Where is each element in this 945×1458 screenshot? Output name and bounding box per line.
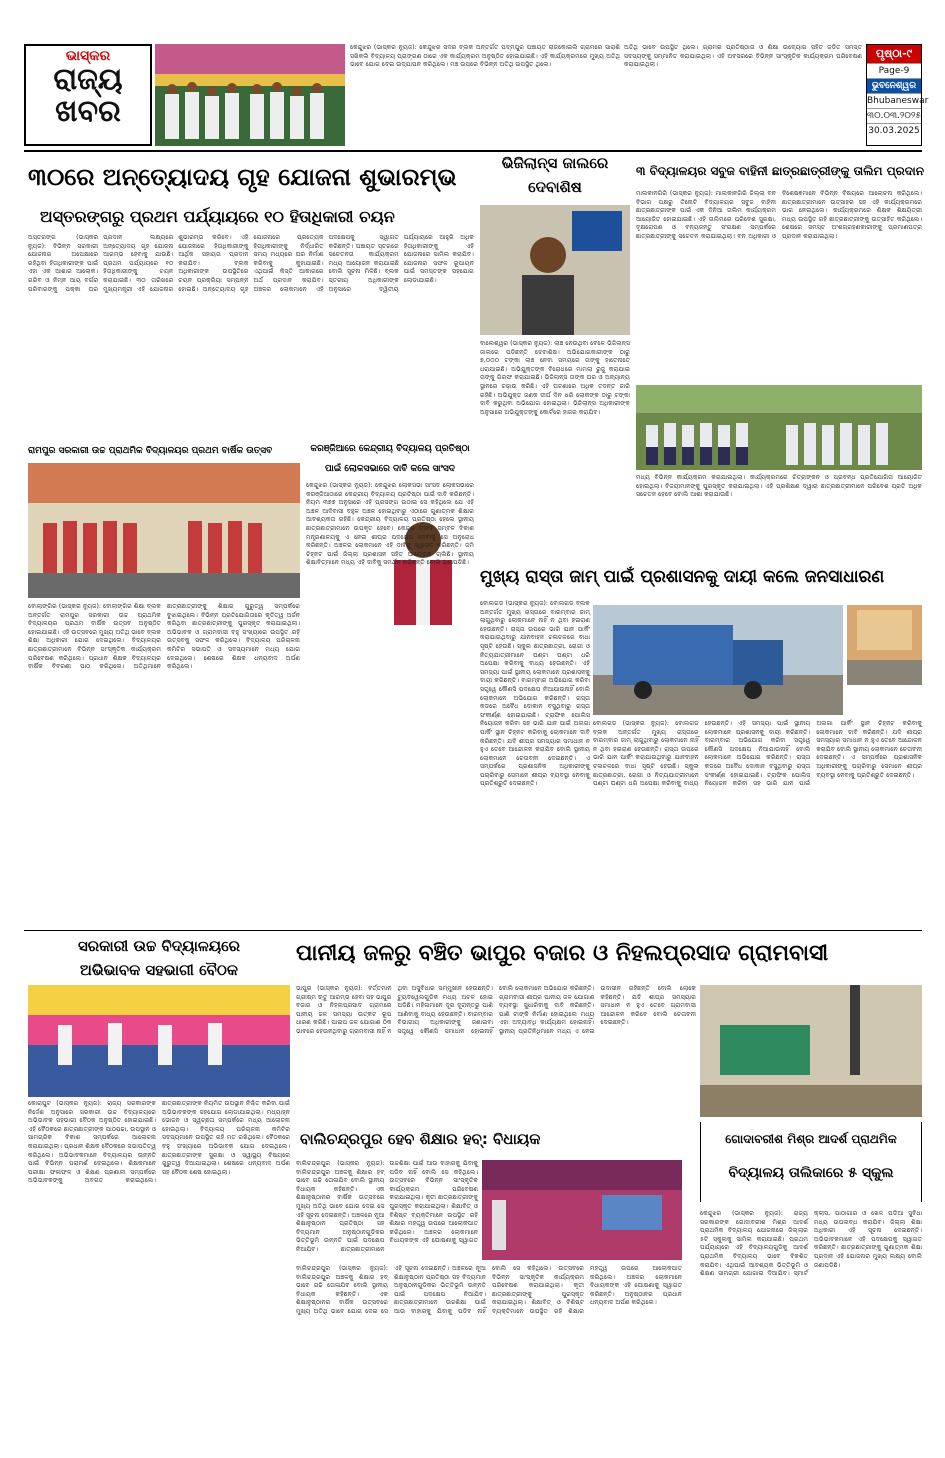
vigilance-photo [480,205,630,335]
parent-meeting-headline-1: ସରକାରୀ ଉଚ୍ଚ ବିଦ୍ୟାଳୟରେ [78,937,240,955]
antyodaya-subheadline: ଅସ୍ତରଙ୍ଗରୁ ପ୍ରଥମ ପର୍ଯ୍ୟାୟରେ ୧୦ ହିତାଧିକାରୀ ଚୟନ [40,207,395,226]
road-jam-body-cont-text: ବୋଲଗଡ (ଭାସ୍କର ନ୍ୟୁଜ): ବୋଲଗଡ ବ୍ଲକ ଅନ୍ତର୍ଗତ ମୁଖ୍ୟ ରାସ୍ତାରେ ବାରମ୍ବାର ଜାମ୍ ଲାଗୁଥିବାରୁ ଲୋକମାନେ ନାହିଁ ନ ଥିବା ହଇରାଣ ହେଉଛନ୍ତି। ରାସ୍ତା ଉପରେ ଭାରି ଯାନ ପାର୍କିଂ କରାଯାଉଥିବାରୁ ଯାନବାହନ ଚଳାଚଳରେ ବାଧା ସୃଷ୍ଟି ହେଉଛି। ସ୍କୁଲ ଛାତ୍ରଛାତ୍ରୀ, ରୋଗୀ ଓ ନିତ୍ୟଯାତ୍ରୀମାନେ ଘଣ୍ଟା ଘଣ୍ଟା ଧରି ଅପେକ୍ଷା କରିବାକୁ ବାଧ୍ୟ ହେଉଛନ୍ତି। ଏହି ସମସ୍ୟା ପାଇଁ ସ୍ଥାନୀୟ ଲୋକମାନେ ପ୍ରଶାସନକୁ ଦାୟୀ କରିଛନ୍ତି। ବାରମ୍ବାର ଅଭିଯୋଗ କରିବା ସତ୍ତ୍ୱେ କୌଣସି ପଦକ୍ଷେପ ନିଆଯାଉନାହିଁ ବୋଲି ଲୋକମାନେ ଅଭିଯୋଗ କରିଛନ୍ତି। ରାସ୍ତା କଡରେ ଅବୈଧ ଦୋକାନ ବସୁଥିବାରୁ ରାସ୍ତା ସଂକୀର୍ଣ୍ଣ ହୋଇଯାଇଛି। ଟ୍ରାଫିକ ପୋଲିସ ନିୟୋଜନ କରିବା ସହ ଭାରି ଯାନ ପାଇଁ ଅଲଗା ପାର୍କିଂ ସ୍ଥାନ ଚିହ୍ନଟ କରିବାକୁ ଲୋକମାନେ ଦାବି କରିଛନ୍ତି। ଯଦି ଶୀଘ୍ର ସମସ୍ୟାର ସମାଧାନ ନ ହୁଏ ତେବେ ଆନ୍ଦୋଳନ କରାଯିବ ବୋଲି ସ୍ଥାନୀୟ ଲୋକମାନେ ଚେତାବନୀ ଦେଇଛନ୍ତି। ଏ ସମ୍ପର୍କରେ ପ୍ରଶାସନିକ ଅଧିକାରୀଙ୍କୁ ପଚାରିବାରୁ ସେମାନେ ଶୀଘ୍ର ବ୍ୟବସ୍ଥା ନେବାକୁ ପ୍ରତିଶ୍ରୁତି ଦେଇଛନ୍ତି। [593,720,922,788]
date-en: 30.03.2025 [868,126,920,136]
sabuja-body-2 [636,474,922,514]
road-jam-photo-1-svg [593,605,843,715]
karanjia-headline-1: କରଞ୍ଜିଆରେ କେନ୍ଦ୍ରୀୟ ବିଦ୍ୟାଳୟ ପ୍ରତିଷ୍ଠା [310,444,470,454]
balichandrapur-body-text: ବାଲିଚନ୍ଦ୍ରପୁର (ଭାସ୍କର ନ୍ୟୁଜ): ବାଲିଚନ୍ଦ୍ରପୁର ଅଞ୍ଚଳକୁ ଶିକ୍ଷାର ହବ୍ ଭାବେ ଗଢି ତୋଳାଯିବ ବୋଲି ସ୍ଥାନୀୟ ବିଧାୟକ କହିଛନ୍ତି। ଏକ ଶିକ୍ଷାନୁଷ୍ଠାନର ବାର୍ଷିକ ଉତ୍ସବରେ ମୁଖ୍ୟ ଅତିଥି ଭାବେ ଯୋଗ ଦେଇ ସେ ଏହି ସୂଚନା ଦେଇଛନ୍ତି। ଅଞ୍ଚଳରେ ନୂଆ ଶିକ୍ଷାନୁଷ୍ଠାନ ପ୍ରତିଷ୍ଠା ସହ ବିଦ୍ୟମାନ ଅନୁଷ୍ଠାନଗୁଡିକର ଭିତ୍ତିଭୂମି ଉନ୍ନତି ପାଇଁ ପଦକ୍ଷେପ ନିଆଯିବ। ଛାତ୍ରଛାତ୍ରୀମାନେ ଉଚ୍ଚଶିକ୍ଷା ପାଇଁ ଆଉ ବାହାରକୁ ଯିବାକୁ ପଡିବ ନାହିଁ ବୋଲି ସେ କହିଥିଲେ। ଉତ୍ସବରେ ବିଭିନ୍ନ ସାଂସ୍କୃତିକ କାର୍ଯ୍ୟକ୍ରମ ପରିବେଷଣ କରାଯାଇଥିଲା। କୃତୀ ଛାତ୍ରଛାତ୍ରୀଙ୍କୁ ପୁରସ୍କୃତ କରାଯାଇଥିଲା। ଶିକ୍ଷାବିତ୍ ଓ ବିଶିଷ୍ଟ ବ୍ୟକ୍ତିମାନେ ଉପସ୍ଥିତ ରହି ଶିକ୍ଷାର ମହତ୍ତ୍ୱ ଉପରେ ଆଲୋକପାତ କରିଥିଲେ। ଅଞ୍ଚଳର ଲୋକମାନେ ବିଧାୟକଙ୍କ ଏହି ଘୋଷଣାକୁ ସ୍ୱାଗତ [296,1160,478,1253]
road-jam-body [480,600,590,927]
karanjia-headline-2: ପାଇଁ ଲୋକସଭାରେ ଦାବି କଲେ ସାଂସଦ [325,464,455,474]
karanjia-body-text: କେନ୍ଦୁଝର (ଭାସ୍କର ନ୍ୟୁଜ): କେନ୍ଦୁଝର ଲୋକସଭା ସାଂସଦ ଲୋକସଭାରେ କରଞ୍ଜିଆଠାରେ କେନ୍ଦ୍ରୀୟ ବିଦ୍ୟାଳୟ ପ୍ରତିଷ୍ଠା ପାଇଁ ଦାବି କରିଛନ୍ତି। ନିୟମ ୩୭୭ ଅନୁସାରେ ଏହି ପ୍ରସଙ୍ଗ ଉଠାଇ ସେ କହିଥିଲେ ଯେ ଏହି ଅଞ୍ଚଳ ଆଦିବାସୀ ବହୁଳ ଅଞ୍ଚଳ ହୋଇଥିବାରୁ ଏଠାରେ ଗୁଣାତ୍ମକ ଶିକ୍ଷାର ଆବଶ୍ୟକତା ରହିଛି। କେନ୍ଦ୍ରୀୟ ବିଦ୍ୟାଳୟ ପ୍ରତିଷ୍ଠା ହେଲେ ସ୍ଥାନୀୟ ଛାତ୍ରଛାତ୍ରୀମାନେ ଉପକୃତ ହେବେ। କେନ୍ଦ୍ର ମାନବ ସମ୍ବଳ ବିକାଶ ମନ୍ତ୍ରଣାଳୟକୁ ଏ ନେଇ ଶୀଘ୍ର ପଦକ୍ଷେପ ନେବାକୁ ସେ ଅନୁରୋଧ କରିଛନ୍ତି। ଅଞ୍ଚଳର ଲୋକମାନେ ଏହି ଦାବିକୁ ସ୍ୱାଗତ କରିଛନ୍ତି। ଜମି ଚିହ୍ନଟ ପାଇଁ ଜିଲ୍ଲା ପ୍ରଶାସନ ସହିତ ଆଲୋଚନା ଚାଲିଛି। ସ୍ଥାନୀୟ ଶିକ୍ଷାବିତ୍‌ମାନେ ମଧ୍ୟ ଏହି ଦାବିକୁ ସମର୍ଥନ କରିଛନ୍ତି ବୋଲି ଜଣାପଡିଛି। [306,482,474,567]
page-info-box [866,44,929,146]
antyodaya-body [28,234,474,434]
parent-meeting-body [28,1100,290,1420]
godabarish-body [700,1210,922,1420]
top-strip-paragraph-2: ଅତିଥି ଭାବେ ଉପସ୍ଥିତ ଥିଲେ। ଗ୍ରାମର ପ୍ରତିଷ୍ଠାତା ଓ ଶିକ୍ଷା ଉଦ୍ୟୋଗ ସହିତ ଜଡିତ ସମସ୍ତ ସଦସ୍ୟଙ୍କୁ ସମ୍ମାନିତ କରାଯାଇଥିଲା। ଏହି ଅବସରରେ ବିଭିନ୍ନ ସାଂସ୍କୃତିକ କାର୍ଯ୍ୟକ୍ରମ ପରିବେଷଣ କରାଯାଇଥିଲା। [624,44,862,69]
rampur-body [28,603,300,928]
balichandrapur-photo [482,1160,682,1260]
antyodaya-body-text: ଅସ୍ତରଙ୍ଗ (ଭାସ୍କର ନ୍ୟୁଜ): ବିଭିନ୍ନ ସରକାରୀ ଯୋଜନାର ଅପେକ୍ଷାରେ ରହିଥିବା ହିତାଧିକାରୀଙ୍କ ପାଇଁ ଏହା ଏକ ଆଶାର ଆଲୋକ। ଗରିବ ଓ ନିମ୍ନ ଆୟ ବର୍ଗର ପରିବାରଙ୍କୁ ପକ୍କା ଘର ପ୍ରଦାନ ଲକ୍ଷ୍ୟରେ ଅନ୍ତ୍ୟୋଦୟ ଗୃହ ଯୋଜନା ଆରମ୍ଭ ହେବାକୁ ଯାଉଛି। ପ୍ରଥମ ପର୍ଯ୍ୟାୟରେ ୧୦ ହିତାଧିକାରୀଙ୍କୁ ଚୟନ କରାଯାଇଛି। ୩୦ ତାରିଖରେ ମୁଖ୍ୟମନ୍ତ୍ରୀ ଏହି ଯୋଜନାର ଶୁଭାରମ୍ଭ କରିବେ। ଏହି ଯୋଜନାରେ ହିତାଧିକାରୀଙ୍କୁ ଆର୍ଥିକ ସହାୟତା ପ୍ରଦାନ କରାଯିବ। ବ୍ଲକ ଅଧିକାରୀଙ୍କ ଉପସ୍ଥିତିରେ ଚୟନ ପ୍ରକ୍ରିୟା ସମ୍ପନ୍ନ ହୋଇଛି। ଅନ୍ତ୍ୟୋଦୟ ଗୃହ ଯୋଜନାରେ ପ୍ରତ୍ୟେକ ହିତାଧିକାରୀଙ୍କୁ ନିର୍ଦ୍ଧାରିତ ସମୟ ମଧ୍ୟରେ ଘର ନିର୍ମାଣ କରିବାକୁ କୁହାଯାଇଛି। ଏଥିପାଇଁ କିସ୍ତି ଆକାରରେ ଅର୍ଥ ପ୍ରଦାନ କରାଯିବ। ଅଞ୍ଚଳର ଲୋକମାନେ ଏହି ପଦକ୍ଷେପକୁ ସ୍ୱାଗତ କରିଛନ୍ତି। ପଞ୍ଚାୟତ ସ୍ତରରେ ସଚେତନତା କାର୍ଯ୍ୟକ୍ରମ ମଧ୍ୟ ଆୟୋଜନ କରାଯାଇଛି ବୋଲି ସୂଚନା ମିଳିଛି। ବ୍ଲକ ସ୍ତରୀୟ ଅଧିକାରୀଙ୍କ ଅନୁସାରେ ଦ୍ୱିତୀୟ ପର୍ଯ୍ୟାୟରେ ଆହୁରି ଅଧିକ ହିତାଧିକାରୀଙ୍କୁ ଏହି ଯୋଜନାରେ ସାମିଲ କରାଯିବ। ଯୋଜନାର ସଫଳ ରୂପାୟନ ପାଇଁ ସମସ୍ତଙ୍କ ସହଯୋଗ ଲୋଡାଯାଇଛି। [28,234,474,293]
parent-meeting-headline-2: ଅଭିଭାବକ ସହଭାଗୀ ବୈଠକ [79,961,238,979]
sabuja-headline: ୩ ବିଦ୍ୟାଳୟର ସବୁଜ ବାହିନୀ ଛାତ୍ରଛାତ୍ରୀଙ୍କୁ ତାଲିମ ପ୍ରଦାନ [636,164,925,178]
road-jam-headline: ମୁଖ୍ୟ ରାସ୍ତା ଜାମ୍ ପାଇଁ ପ୍ରଶାସନକୁ ଦାୟୀ କଲେ ଜନସାଧାରଣ [480,567,885,587]
road-jam-body-cont [593,720,922,927]
water-body-text: ଭାପୁର (ଭାସ୍କର ନ୍ୟୁଜ): ବର୍ତ୍ତମାନ ଗ୍ରୀଷ୍ମ ଋତୁ ଆରମ୍ଭ ହେବା ସହ ଭାପୁର ବଜାର ଓ ନିହଲପ୍ରସାଦ ଗ୍ରାମରେ ପାନୀୟ ଜଳ ସମସ୍ୟା ଉତ୍କଟ ରୂପ ଧାରଣ କରିଛି। ପାଇପ ଜଳ ଯୋଗାଣ ଠିକ ଭାବରେ ହେଉନଥିବାରୁ ଗ୍ରାମବାସୀ ନାହିଁ ନ ଥିବା ଅସୁବିଧାର ସମ୍ମୁଖୀନ ହେଉଛନ୍ତି। ଟ୍ୟୁବୱେଲଗୁଡିକ ମଧ୍ୟ ଅଚଳ ହୋଇ ପଡିଛି। ମହିଳାମାନେ ଦୂର ଦୂରାନ୍ତରୁ ପାଣି ଆଣିବାକୁ ବାଧ୍ୟ ହେଉଛନ୍ତି। ବାରମ୍ବାର ବିଭାଗୀୟ ଅଧିକାରୀଙ୍କୁ ଜଣାଇବା ସତ୍ତ୍ୱେ କୌଣସି ସମାଧାନ ହୋଇନାହିଁ ବୋଲି ଲୋକମାନେ ଅଭିଯୋଗ କରିଛନ୍ତି। ଗ୍ରାମବାସୀ ଶୀଘ୍ର ପାନୀୟ ଜଳ ଯୋଗାଣ ବ୍ୟବସ୍ଥା ସୁଧାରିବାକୁ ଦାବି କରିଛନ୍ତି। ପାଣି ଟାଙ୍କି ନିର୍ମାଣ ହୋଇଥିଲେ ମଧ୍ୟ ଏହା ଅଦ୍ୟାବଧି କାର୍ଯ୍ୟକ୍ଷମ ହୋଇନାହିଁ। ସ୍ଥାନୀୟ ପ୍ରତିନିଧିମାନେ ମଧ୍ୟ ଏ ନେଇ ଉଦାସୀନ ରହିଛନ୍ତି ବୋଲି ଲୋକେ କହିଛନ୍ତି। ଯଦି ଶୀଘ୍ର ସମସ୍ୟାର ସମାଧାନ ନ ହୁଏ ତେବେ ଗ୍ରାମବାସୀ ଆନ୍ଦୋଳନ କରିବେ ବୋଲି ଚେତାବନୀ ଦେଇଛନ୍ତି। [296,985,696,1035]
road-jam-photo-2-svg [847,605,922,685]
top-event-photo-svg [155,44,345,146]
water-tap-photo-svg [700,985,922,1117]
vigilance-headline-1: ଭିଜିଲାନ୍ସ ଜାଲରେ [501,154,609,172]
vigilance-headline-2: ଦେବାଶିଷ [528,178,582,196]
road-jam-photo-2 [847,605,922,685]
top-strip-paragraph-1: କେନ୍ଦୁଝର (ଭାସ୍କର ନ୍ୟୁଜ): କେନ୍ଦୁଝର ସଦର ବ୍ଲକ ଅନ୍ତର୍ଗତ ପଦ୍ମପୁର ପଞ୍ଚାୟତ ରାଜକୋଇଲି ଗ୍ରାମରେ ସାରାଶି ସଖିକଲି ବିଦ୍ୟାଳୟ ପ୍ରାଙ୍ଗଣ ଠାରେ ଏକ କାର୍ଯ୍ୟକ୍ରମ ଅନୁଷ୍ଠିତ ହୋଇଯାଇଛି। ଏହି କାର୍ଯ୍ୟକ୍ରମରେ ମୁଖ୍ୟ ଅତିଥି ଭାବେ ଯୋଗ ଦେଇ ଉଦ୍‌ଯାପନ କରିଥିଲେ। ମଞ୍ଚ ଉପରେ ବିଭିନ୍ନ ଅତିଥି ଉପସ୍ଥିତ ଥିଲେ। [350,44,620,69]
balichandrapur-photo-svg [482,1160,682,1260]
vigilance-photo-svg [480,205,630,335]
road-jam-photo-1 [593,605,843,715]
antyodaya-headline: ୩୦ରେ ଅନ୍ତ୍ୟୋଦୟ ଗୃହ ଯୋଜନା ଶୁଭାରମ୍ଭ [28,163,457,191]
masthead [24,44,152,146]
sabuja-body-2-text: ମଧ୍ୟ ବିଭିନ୍ନ କାର୍ଯ୍ୟକ୍ରମ କରାଯାଇଥିଲା। କାର୍ଯ୍ୟକ୍ରମରେ ଚିତ୍ରାଙ୍କନ ଓ ପ୍ରବନ୍ଧ ପ୍ରତିଯୋଗିତା ଆୟୋଜିତ ହୋଇଥିଲା। ବିଜୟୀମାନଙ୍କୁ ପୁରସ୍କୃତ କରାଯାଇଥିଲା। ଏହି ପ୍ରଶିକ୍ଷଣ ଦ୍ୱାରା ଛାତ୍ରଛାତ୍ରୀମାନେ ପରିବେଶ ପ୍ରତି ଅଧିକ ସଚେତନ ହେବେ ବୋଲି ଆଶା କରାଯାଉଛି। [636,474,922,499]
balichandrapur-headline: ବାଲିଚନ୍ଦ୍ରପୁର ହେବ ଶିକ୍ଷାର ହବ୍: ବିଧାୟକ [300,1130,541,1148]
section-title: ରାଜ୍ୟ ଖବର [53,62,123,129]
balichandrapur-body [296,1160,478,1260]
balichandrapur-body-cont [296,1265,682,1420]
vigilance-body-text: ବାଲେଶ୍ୱର (ଭାସ୍କର ନ୍ୟୁଜ): ଲାଞ୍ଚ ନେଉଥିବା ବେଳେ ଭିଜିଲାନ୍ସ ଜାଲରେ ପଡିଛନ୍ତି ଦେବାଶିଷ। ଅଭିଯୋଗକାରୀଙ୍କ ଠାରୁ ୭,୦୦୦ ଟଙ୍କା ଲାଞ୍ଚ ନେବା ସମୟରେ ତାଙ୍କୁ ହାତେନାତେ ଧରାଯାଇଛି। ଅଭିଯୁକ୍ତଙ୍କ ବିରୋଧରେ ମାମଲା ରୁଜୁ କରାଯାଇ ତାଙ୍କୁ ଗିରଫ କରାଯାଇଛି। ଭିଜିଲାନ୍ସ ତାଙ୍କ ଘର ଓ ଅନ୍ୟାନ୍ୟ ସ୍ଥାନରେ ଚଢାଉ କରିଛି। ଏହି ଘଟଣାରେ ଅଧିକ ତଦନ୍ତ ଜାରି ରହିଛି। ଅଭିଯୁକ୍ତ ଜଣକ ଦୀର୍ଘ ଦିନ ଧରି ଲୋକଙ୍କ ଠାରୁ ଟଙ୍କା ଦାବି କରୁଥିବା ଅଭିଯୋଗ ହୋଇଥିଲା। ଭିଜିଲାନ୍ସ ଅଧିକାରୀଙ୍କ ଅନୁସାରେ ଅଭିଯୁକ୍ତଙ୍କୁ କୋର୍ଟରେ ହାଜର କରାଯିବ। [480,340,630,416]
parent-meeting-body-text: କୋରାପୁଟ (ଭାସ୍କର ନ୍ୟୁଜ): ରାଜ୍ୟ ସରକାରଙ୍କ ନିର୍ଦ୍ଦେଶ ଅନୁସାରେ ସରକାରୀ ଉଚ୍ଚ ବିଦ୍ୟାଳୟରେ ଅଭିଭାବକ ସହଭାଗୀ ବୈଠକ ଅନୁଷ୍ଠିତ ହୋଇଯାଇଛି। ଏହି ବୈଠକରେ ଛାତ୍ରଛାତ୍ରୀଙ୍କ ପାଠପଢା, ଉପସ୍ଥାନ ଓ ସାମଗ୍ରିକ ବିକାଶ ସମ୍ପର୍କରେ ଆଲୋଚନା କରାଯାଇଥିଲା। ପ୍ରଧାନ ଶିକ୍ଷକ ବୈଠକରେ ସଭାପତିତ୍ୱ କରିଥିଲେ। ଅଭିଭାବକମାନେ ବିଦ୍ୟାଳୟର ଉନ୍ନତି ପାଇଁ ବିଭିନ୍ନ ପରାମର୍ଶ ଦେଇଥିଲେ। ଶିକ୍ଷକମାନେ ପରୀକ୍ଷା ଫଳାଫଳ ଓ ଶିକ୍ଷଣ ପ୍ରଣାଳୀ ସମ୍ପର୍କରେ ଅଭିଭାବକଙ୍କୁ ଅବଗତ କରାଇଥିଲେ। ଛାତ୍ରଛାତ୍ରୀଙ୍କ ନିୟମିତ ଉପସ୍ଥାନ ନିଶ୍ଚିତ କରିବା ପାଇଁ ଅଭିଭାବକଙ୍କ ସହଯୋଗ ଲୋଡାଯାଇଥିଲା। ମଧ୍ୟାହ୍ନ ଭୋଜନ ଓ ସ୍ୱଚ୍ଛତା ସମ୍ପର୍କରେ ମଧ୍ୟ ଆଲୋଚନା ହୋଇଥିଲା। ବିଦ୍ୟାଳୟ ପରିଚାଳନା କମିଟିର ସଦସ୍ୟମାନେ ଉପସ୍ଥିତ ରହି ମତ ରଖିଥିଲେ। ବୈଠକରେ ବହୁ ସଂଖ୍ୟାରେ ଅଭିଭାବକ ଯୋଗ ଦେଇଥିଲେ। ଛାତ୍ରଛାତ୍ରୀଙ୍କ ସୁରକ୍ଷା ଓ ସ୍ୱାସ୍ଥ୍ୟ ବିଷୟରେ ଗୁରୁତ୍ୱ ଦିଆଯାଇଥିଲା। ଶେଷରେ ଧନ୍ୟବାଦ ଅର୍ପଣ ସହ ବୈଠକ ଶେଷ ହୋଇଥିଲା। [28,1100,290,1185]
sabuja-photo [636,385,922,470]
page-number-en: Page-9 [867,64,921,79]
godabarish-headline-box [700,1122,922,1202]
rampur-headline: ରାମପୁର ସରକାରୀ ଉଚ୍ଚ ପ୍ରାଥମିକ ବିଦ୍ୟାଳୟର ପ୍ରଥମ ବାର୍ଷିକ ଉତ୍ସବ [28,446,273,456]
top-strip-text-1 [350,44,620,146]
date-odia: ୩୦.୦୩.୨୦୨୫ [867,109,921,124]
water-tap-photo [700,985,922,1117]
road-jam-body-text: ବୋଲଗଡ (ଭାସ୍କର ନ୍ୟୁଜ): ବୋଲଗଡ ବ୍ଲକ ଅନ୍ତର୍ଗତ ମୁଖ୍ୟ ରାସ୍ତାରେ ବାରମ୍ବାର ଜାମ୍ ଲାଗୁଥିବାରୁ ଲୋକମାନେ ନାହିଁ ନ ଥିବା ହଇରାଣ ହେଉଛନ୍ତି। ରାସ୍ତା ଉପରେ ଭାରି ଯାନ ପାର୍କିଂ କରାଯାଉଥିବାରୁ ଯାନବାହନ ଚଳାଚଳରେ ବାଧା ସୃଷ୍ଟି ହେଉଛି। ସ୍କୁଲ ଛାତ୍ରଛାତ୍ରୀ, ରୋଗୀ ଓ ନିତ୍ୟଯାତ୍ରୀମାନେ ଘଣ୍ଟା ଘଣ୍ଟା ଧରି ଅପେକ୍ଷା କରିବାକୁ ବାଧ୍ୟ ହେଉଛନ୍ତି। ଏହି ସମସ୍ୟା ପାଇଁ ସ୍ଥାନୀୟ ଲୋକମାନେ ପ୍ରଶାସନକୁ ଦାୟୀ କରିଛନ୍ତି। ବାରମ୍ବାର ଅଭିଯୋଗ କରିବା ସତ୍ତ୍ୱେ କୌଣସି ପଦକ୍ଷେପ ନିଆଯାଉନାହିଁ ବୋଲି ଲୋକମାନେ ଅଭିଯୋଗ କରିଛନ୍ତି। ରାସ୍ତା କଡରେ ଅବୈଧ ଦୋକାନ ବସୁଥିବାରୁ ରାସ୍ତା ସଂକୀର୍ଣ୍ଣ ହୋଇଯାଇଛି। ଟ୍ରାଫିକ ପୋଲିସ ନିୟୋଜନ କରିବା ସହ ଭାରି ଯାନ ପାଇଁ ଅଲଗା ପାର୍କିଂ ସ୍ଥାନ ଚିହ୍ନଟ କରିବାକୁ ଲୋକମାନେ ଦାବି କରିଛନ୍ତି। ଯଦି ଶୀଘ୍ର ସମସ୍ୟାର ସମାଧାନ ନ ହୁଏ ତେବେ ଆନ୍ଦୋଳନ କରାଯିବ ବୋଲି ସ୍ଥାନୀୟ ଲୋକମାନେ ଚେତାବନୀ ଦେଇଛନ୍ତି। ଏ ସମ୍ପର୍କରେ ପ୍ରଶାସନିକ ଅଧିକାରୀଙ୍କୁ ପଚାରିବାରୁ ସେମାନେ ଶୀଘ୍ର ବ୍ୟବସ୍ଥା ନେବାକୁ ପ୍ରତିଶ୍ରୁତି ଦେଇଛନ୍ତି। [480,600,590,788]
sabuja-body-text: ମାଲକାନଗିରି (ଭାସ୍କର ନ୍ୟୁଜ): ମାଲକାନଗିରି ଜିଲ୍ଲା ବନ ବିଭାଗ ପକ୍ଷରୁ ତିନୋଟି ବିଦ୍ୟାଳୟର ସବୁଜ ବାହିନୀ ଛାତ୍ରଛାତ୍ରୀଙ୍କ ପାଇଁ ଏକ ଦିନିଆ ତାଲିମ କାର୍ଯ୍ୟକ୍ରମ ଆୟୋଜିତ ହୋଇଯାଇଛି। ଏହି ତାଲିମରେ ପରିବେଶ ସୁରକ୍ଷା, ବୃକ୍ଷରୋପଣ ଓ ବନ୍ୟଜନ୍ତୁ ସଂରକ୍ଷଣ ସମ୍ପର୍କରେ ଛାତ୍ରଛାତ୍ରୀଙ୍କୁ ସଚେତନ କରାଯାଇଥିଲା। ବନ ଅଧିକାରୀ ଓ ବିଶେଷଜ୍ଞମାନେ ବିଭିନ୍ନ ବିଷୟରେ ଆଲୋଚନା କରିଥିଲେ। ଛାତ୍ରଛାତ୍ରୀମାନେ ଉତ୍ସାହର ସହ ଏହି କାର୍ଯ୍ୟକ୍ରମରେ ଭାଗ ନେଇଥିଲେ। କାର୍ଯ୍ୟକ୍ରମରେ ଶିକ୍ଷକ ଶିକ୍ଷୟିତ୍ରୀ ମଧ୍ୟ ଉପସ୍ଥିତ ରହି ଛାତ୍ରଛାତ୍ରୀଙ୍କୁ ଉତ୍ସାହିତ କରିଥିଲେ। ଶେଷରେ ସମସ୍ତ ଅଂଶଗ୍ରହଣକାରୀଙ୍କୁ ପ୍ରମାଣପତ୍ର ପ୍ରଦାନ କରାଯାଇଥିଲା। [636,190,922,240]
brand-logo-text: ଭାସ୍କର [65,48,111,64]
parent-meeting-photo-svg [28,985,290,1097]
vigilance-body [480,340,630,505]
top-event-photo [155,44,345,146]
city-en: Bhubaneswar [867,94,921,109]
rampur-body-text: ବୋଲାଙ୍ଗିର (ଭାସ୍କର ନ୍ୟୁଜ): ବୋଲାଙ୍ଗିର ଶିକ୍ଷା ବ୍ଲକ ଅନ୍ତର୍ଗତ ରାମପୁର ସରକାରୀ ଉଚ୍ଚ ପ୍ରାଥମିକ ବିଦ୍ୟାଳୟର ପ୍ରଥମ ବାର୍ଷିକ ଉତ୍ସବ ଅନୁଷ୍ଠିତ ହୋଇଯାଇଛି। ଏହି ଉତ୍ସବରେ ମୁଖ୍ୟ ଅତିଥି ଭାବେ ବ୍ଲକ ଶିକ୍ଷା ଅଧିକାରୀ ଯୋଗ ଦେଇଥିଲେ। ବିଦ୍ୟାଳୟର ଛାତ୍ରଛାତ୍ରୀମାନେ ବିଭିନ୍ନ ସାଂସ୍କୃତିକ କାର୍ଯ୍ୟକ୍ରମ ପରିବେଷଣ କରିଥିଲେ। ପ୍ରଧାନ ଶିକ୍ଷକ ବିଦ୍ୟାଳୟର ବାର୍ଷିକ ବିବରଣୀ ପାଠ କରିଥିଲେ। ଅତିଥିମାନେ ଛାତ୍ରଛାତ୍ରୀଙ୍କୁ ଶିକ୍ଷାର ଗୁରୁତ୍ୱ ସମ୍ପର୍କରେ ବୁଝାଇଥିଲେ। ବିଭିନ୍ନ ପ୍ରତିଯୋଗିତାରେ କୃତିତ୍ୱ ଅର୍ଜନ କରିଥିବା ଛାତ୍ରଛାତ୍ରୀଙ୍କୁ ପୁରସ୍କୃତ କରାଯାଇଥିଲା। ଅଭିଭାବକ ଓ ଗ୍ରାମବାସୀ ବହୁ ସଂଖ୍ୟାରେ ଉପସ୍ଥିତ ରହି ଉତ୍ସବକୁ ସଫଳ କରିଥିଲେ। ବିଦ୍ୟାଳୟ ପରିଚାଳନା କମିଟିର ସଭାପତି ଓ ସଦସ୍ୟମାନେ ମଧ୍ୟ ଯୋଗ ଦେଇଥିଲେ। ଶେଷରେ ଶିକ୍ଷକ ଧନ୍ୟବାଦ ଅର୍ପଣ କରିଥିଲେ। [28,603,300,671]
city-odia: ଭୁବନେଶ୍ୱର [867,79,921,94]
godabarish-headline-2: ବିଦ୍ୟାଳୟ ତାଲିକାରେ ୫ ସ୍କୁଲ [728,1165,894,1181]
sabuja-body [636,190,922,380]
water-body [296,985,696,1115]
godabarish-headline-1: ଗୋଦାବରୀଶ ମିଶ୍ର ଆଦର୍ଶ ପ୍ରାଥମିକ [725,1132,897,1146]
parent-meeting-photo [28,985,290,1097]
water-headline: ପାନୀୟ ଜଳରୁ ବଞ୍ଚିତ ଭାପୁର ବଜାର ଓ ନିହଲପ୍ରସାଦ ଗ୍ରାମବାସୀ [296,941,829,966]
rampur-photo-svg [28,463,300,598]
top-strip-text-2 [624,44,862,146]
karanjia-body [306,482,474,927]
balichandrapur-body-cont-text: ବାଲିଚନ୍ଦ୍ରପୁର (ଭାସ୍କର ନ୍ୟୁଜ): ବାଲିଚନ୍ଦ୍ରପୁର ଅଞ୍ଚଳକୁ ଶିକ୍ଷାର ହବ୍ ଭାବେ ଗଢି ତୋଳାଯିବ ବୋଲି ସ୍ଥାନୀୟ ବିଧାୟକ କହିଛନ୍ତି। ଏକ ଶିକ୍ଷାନୁଷ୍ଠାନର ବାର୍ଷିକ ଉତ୍ସବରେ ମୁଖ୍ୟ ଅତିଥି ଭାବେ ଯୋଗ ଦେଇ ସେ ଏହି ସୂଚନା ଦେଇଛନ୍ତି। ଅଞ୍ଚଳରେ ନୂଆ ଶିକ୍ଷାନୁଷ୍ଠାନ ପ୍ରତିଷ୍ଠା ସହ ବିଦ୍ୟମାନ ଅନୁଷ୍ଠାନଗୁଡିକର ଭିତ୍ତିଭୂମି ଉନ୍ନତି ପାଇଁ ପଦକ୍ଷେପ ନିଆଯିବ। ଛାତ୍ରଛାତ୍ରୀମାନେ ଉଚ୍ଚଶିକ୍ଷା ପାଇଁ ଆଉ ବାହାରକୁ ଯିବାକୁ ପଡିବ ନାହିଁ ବୋଲି ସେ କହିଥିଲେ। ଉତ୍ସବରେ ବିଭିନ୍ନ ସାଂସ୍କୃତିକ କାର୍ଯ୍ୟକ୍ରମ ପରିବେଷଣ କରାଯାଇଥିଲା। କୃତୀ ଛାତ୍ରଛାତ୍ରୀଙ୍କୁ ପୁରସ୍କୃତ କରାଯାଇଥିଲା। ଶିକ୍ଷାବିତ୍ ଓ ବିଶିଷ୍ଟ ବ୍ୟକ୍ତିମାନେ ଉପସ୍ଥିତ ରହି ଶିକ୍ଷାର ମହତ୍ତ୍ୱ ଉପରେ ଆଲୋକପାତ କରିଥିଲେ। ଅଞ୍ଚଳର ଲୋକମାନେ ବିଧାୟକଙ୍କ ଏହି ଘୋଷଣାକୁ ସ୍ୱାଗତ କରିଛନ୍ତି। ଅନୁଷ୍ଠାନର ପ୍ରଧାନ ଧନ୍ୟବାଦ ଅର୍ପଣ କରିଥିଲେ। [296,1265,682,1315]
masthead-divider [24,150,922,152]
rampur-photo [28,463,300,598]
godabarish-body-text: କେନ୍ଦୁଝର (ଭାସ୍କର ନ୍ୟୁଜ): ରାଜ୍ୟ ସରକାରଙ୍କ ଗୋଦାବରୀଶ ମିଶ୍ର ଆଦର୍ଶ ପ୍ରାଥମିକ ବିଦ୍ୟାଳୟ ଯୋଜନାରେ ଜିଲ୍ଲାର ୫ଟି ସ୍କୁଲକୁ ସାମିଲ କରାଯାଇଛି। ପ୍ରଥମ ପର୍ଯ୍ୟାୟରେ ଏହି ବିଦ୍ୟାଳୟଗୁଡିକୁ ଆଦର୍ଶ ପ୍ରାଥମିକ ବିଦ୍ୟାଳୟ ଭାବେ ବିକଶିତ କରାଯିବ। ଏଥିପାଇଁ ଆବଶ୍ୟକ ଭିତ୍ତିଭୂମି ଓ ଶିକ୍ଷଣ ସାମଗ୍ରୀ ଯୋଗାଇ ଦିଆଯିବ। ସ୍ମାର୍ଟ କ୍ଲାସ, ପାଠାଗାର ଓ ଖେଳ ପଡିଆ ସୁବିଧା ମଧ୍ୟ ଉପଲବ୍ଧ କରାଯିବ। ଜିଲ୍ଲା ଶିକ୍ଷା ଅଧିକାରୀ ଏହି ସୂଚନା ଦେଇଛନ୍ତି। ଅଭିଭାବକମାନେ ଏହି ପଦକ୍ଷେପକୁ ସ୍ୱାଗତ କରିଛନ୍ତି। ଛାତ୍ରଛାତ୍ରୀଙ୍କୁ ଗୁଣାତ୍ମକ ଶିକ୍ଷା ପ୍ରଦାନ ଏହି ଯୋଜନାର ମୁଖ୍ୟ ଲକ୍ଷ୍ୟ ବୋଲି ଜଣାପଡିଛି। [700,1210,922,1278]
sabuja-photo-svg [636,385,922,470]
page-number-odia: ପୃଷ୍ଠା-୯ [867,45,921,64]
